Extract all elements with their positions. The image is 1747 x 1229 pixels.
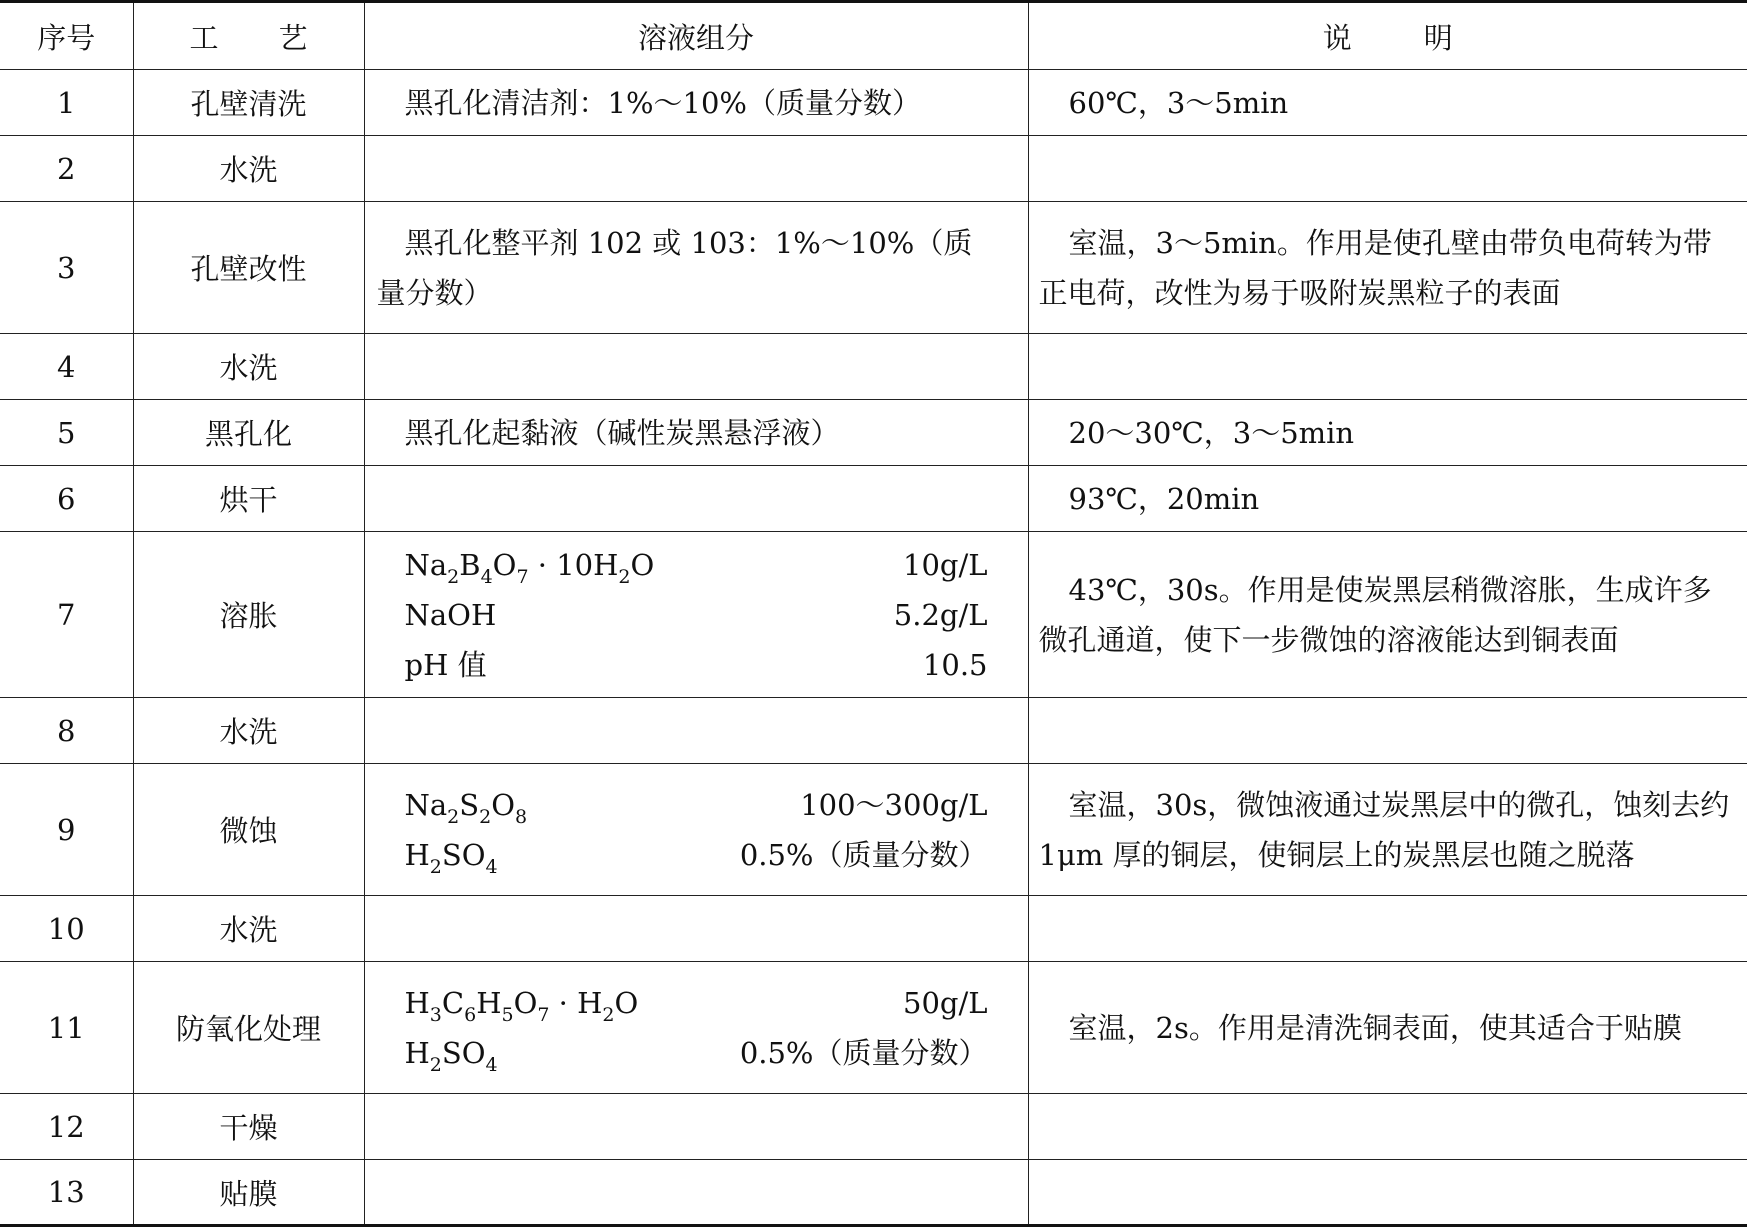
process-note [1028,400,1747,466]
chem-name [405,780,528,830]
process-note [1028,136,1747,202]
note-text: 室温，3～5min。作用是使孔壁由带负电荷转为带正电荷，改性为易于吸附炭黑粒子的表面 [1038,225,1712,310]
chem-text: SO [441,1035,486,1070]
chem-subscript: 2 [618,565,631,588]
process-note [1028,202,1747,334]
chem-text: O [513,985,538,1020]
chem-value: 10.5 [922,647,988,682]
process-step: 水洗 [133,136,364,202]
solution-composition [364,764,1028,896]
header-note-char-1: 说 [1322,20,1352,55]
row-number: 13 [0,1160,133,1226]
solution-composition [364,136,1028,202]
solution-composition [364,1094,1028,1160]
table-row [0,1094,1747,1160]
chem-name [405,978,639,1028]
composition-text: 黑孔化整平剂 102 或 103：1%～10%（质量分数） [376,225,973,310]
chem-text: H [404,1035,430,1070]
table-row [0,400,1747,466]
solution-composition [364,698,1028,764]
table-row [0,962,1747,1094]
chem-name [405,640,487,690]
chem-name [405,1028,498,1078]
row-number: 11 [0,962,133,1094]
header-step [133,2,364,70]
process-note [1028,70,1747,136]
row-number: 6 [0,466,133,532]
process-step: 防氧化处理 [133,962,364,1094]
chem-text: S [459,787,480,822]
header-note-char-2: 明 [1423,20,1453,55]
row-number: 9 [0,764,133,896]
process-step: 贴膜 [133,1160,364,1226]
note-text: 93℃，20min [1068,481,1260,516]
table-row [0,896,1747,962]
row-number: 1 [0,70,133,136]
process-note [1028,1094,1747,1160]
process-step: 黑孔化 [133,400,364,466]
table-row [0,1160,1747,1226]
process-note [1028,698,1747,764]
process-step: 微蚀 [133,764,364,896]
solution-composition [364,532,1028,698]
chem-name [405,830,498,880]
row-number: 2 [0,136,133,202]
header-step-char-2: 艺 [278,20,308,55]
chem-subscript: 2 [429,855,442,878]
table-row [0,466,1747,532]
process-note [1028,532,1747,698]
table-row [0,202,1747,334]
chem-value: 0.5%（质量分数） [739,837,988,872]
table-row [0,136,1747,202]
chem-name [405,590,497,640]
chem-subscript: 5 [501,1003,514,1026]
process-step: 干燥 [133,1094,364,1160]
chem-text: O [491,787,516,822]
note-text: 室温，30s，微蚀液通过炭黑层中的微孔，蚀刻去约 1μm 厚的铜层，使铜层上的炭黑层也随之脱落 [1038,787,1730,872]
solution-composition [364,962,1028,1094]
header-row [0,2,1747,70]
solution-composition [364,202,1028,334]
chem-line [377,1028,988,1078]
chem-value: 0.5%（质量分数） [739,1035,988,1070]
chem-text: Na [404,787,448,822]
table-row [0,334,1747,400]
process-step: 孔壁改性 [133,202,364,334]
process-step: 水洗 [133,334,364,400]
table-row [0,70,1747,136]
solution-composition [364,334,1028,400]
chem-text: H [476,985,502,1020]
chem-subscript: 7 [537,1003,550,1026]
chem-subscript: 2 [447,565,460,588]
chem-subscript: 4 [485,1053,498,1076]
chem-text: SO [441,837,486,872]
process-step: 水洗 [133,896,364,962]
process-note [1028,466,1747,532]
note-text: 室温，2s。作用是清洗铜表面，使其适合于贴膜 [1068,1010,1682,1045]
table-row [0,698,1747,764]
chem-line [377,830,988,880]
chem-text: C [441,985,465,1020]
chem-text: Na [404,547,448,582]
chem-name [405,540,655,590]
process-note [1028,334,1747,400]
solution-composition [364,466,1028,532]
note-text: 43℃，30s。作用是使炭黑层稍微溶胀，生成许多微孔通道，使下一步微蚀的溶液能达到铜表面 [1038,572,1712,657]
note-text: 60℃，3～5min [1068,85,1289,120]
chem-line [377,540,988,590]
chem-text: H [404,837,430,872]
chem-text: H [404,985,430,1020]
solution-composition [364,896,1028,962]
process-step: 烘干 [133,466,364,532]
chem-value: 100～300g/L [800,787,988,822]
chem-line [377,780,988,830]
row-number: 8 [0,698,133,764]
solution-composition [364,70,1028,136]
chem-text: B [459,547,481,582]
chem-subscript: 2 [479,805,492,828]
chem-subscript: 2 [602,1003,615,1026]
chem-subscript: 2 [447,805,460,828]
row-number: 7 [0,532,133,698]
chem-subscript: 7 [516,565,529,588]
chem-text: pH 值 [404,647,487,682]
header-note [1028,2,1747,70]
process-note [1028,962,1747,1094]
process-note [1028,1160,1747,1226]
chem-subscript: 6 [464,1003,477,1026]
chem-text: O [614,985,639,1020]
row-number: 4 [0,334,133,400]
row-number: 3 [0,202,133,334]
process-note [1028,764,1747,896]
chem-subscript: 4 [485,855,498,878]
chem-value: 50g/L [903,985,988,1020]
process-step: 水洗 [133,698,364,764]
note-text: 20～30℃，3～5min [1068,415,1355,450]
solution-composition [364,400,1028,466]
chem-text: NaOH [404,597,497,632]
chem-line [377,590,988,640]
chem-line [377,640,988,690]
table-row [0,764,1747,896]
row-number: 12 [0,1094,133,1160]
header-composition: 溶液组分 [364,2,1028,70]
chem-value: 5.2g/L [893,597,988,632]
process-step: 溶胀 [133,532,364,698]
solution-composition [364,1160,1028,1226]
chem-line [377,978,988,1028]
row-number: 5 [0,400,133,466]
chem-subscript: 3 [429,1003,442,1026]
composition-text: 黑孔化起黏液（碱性炭黑悬浮液） [404,415,840,450]
header-step-char-1: 工 [189,20,219,55]
process-note [1028,896,1747,962]
header-num: 序号 [0,2,133,70]
chem-text: · H [549,985,603,1020]
chem-text: · 10H [528,547,619,582]
chem-value: 10g/L [903,547,988,582]
row-number: 10 [0,896,133,962]
chem-text: O [630,547,655,582]
table-row [0,532,1747,698]
process-step: 孔壁清洗 [133,70,364,136]
chem-text: O [492,547,517,582]
composition-text: 黑孔化清洁剂：1%～10%（质量分数） [404,85,921,120]
chem-subscript: 8 [515,805,528,828]
chem-subscript: 2 [429,1053,442,1076]
chem-subscript: 4 [480,565,493,588]
